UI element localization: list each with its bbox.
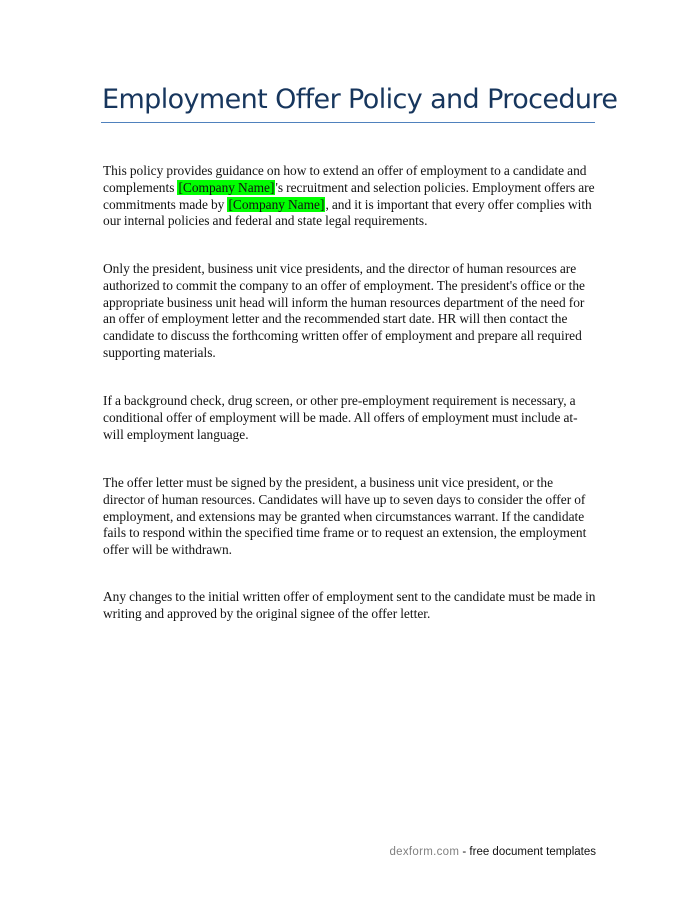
footer-tagline: - free document templates [459,846,596,858]
document-title: Employment Offer Policy and Procedure [102,84,618,115]
paragraph-authorization: Only the president, business unit vice presidents, and the director of human resources are authorized to commit the company to an offer of employment. The president's office or the appropriate business unit head will inform the human resources department of the need for an offer of employment letter and the recommended start date. HR will then contact the candidate to discuss the forthcoming written offer of employment and prepare all required supporting materials. [103,261,585,360]
footer [386,846,596,858]
paragraph-text: 's recruitment and selection policies. Employment offers are commitments made by [103,179,595,212]
paragraph-changes: Any changes to the initial written offer of employment sent to the candidate must be made in writing and approved by the original signee of the offer letter. [103,589,596,621]
paragraph-signature-and-deadline: The offer letter must be signed by the president, a business unit vice president, or the director of human resources. Candidates will have up to seven days to consider the offer of employment, and extensions may be granted when circumstances warrant. If the candidate fails to respond within the specified time frame or to request an extension, the employment offer will be withdrawn. [103,475,587,558]
paragraph-text: This policy provides guidance on how to extend an offer of employment to a candidate and complements [103,163,587,195]
company-name-placeholder: [Company Name] [178,179,275,195]
paragraph-conditional-offer: If a background check, drug screen, or other pre-employment requirement is necessary, a conditional offer of employment will be made. All offers of employment must include at-will employment language. [103,393,578,442]
paragraph-intro [103,163,597,230]
title-underline-divider [101,122,595,123]
company-name-placeholder: [Company Name] [228,196,325,212]
paragraph-text: , and it is important that every offer complies with our internal policies and federal and state legal requirements. [103,196,592,229]
footer-brand-link[interactable]: dexform.com [389,846,460,858]
